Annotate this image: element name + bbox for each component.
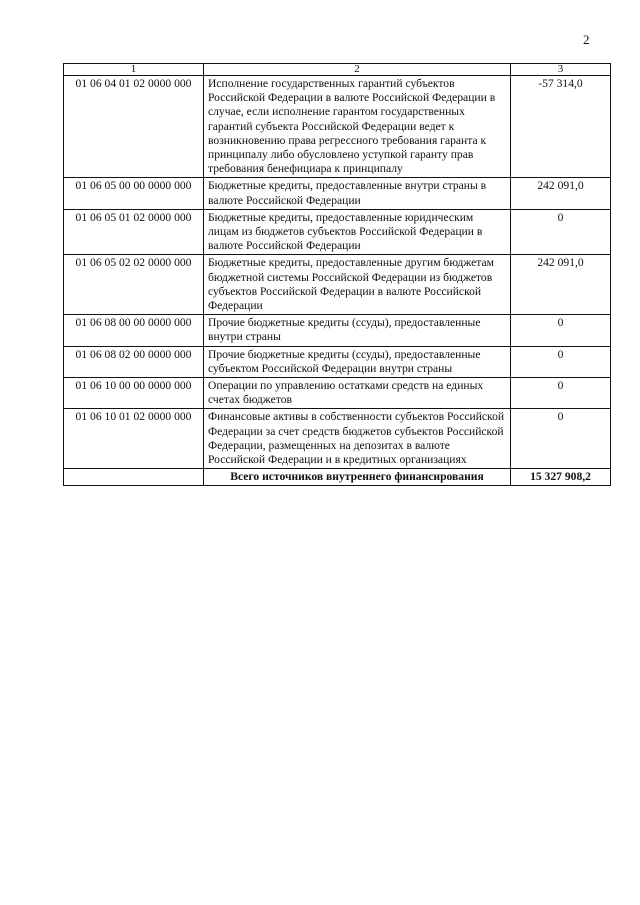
- table-row: [64, 255, 611, 315]
- total-code: [64, 469, 204, 486]
- row-name: Операции по управлению остатками средств на единых счетах бюджетов: [204, 378, 511, 409]
- row-amount: 0: [511, 378, 611, 409]
- row-name: Бюджетные кредиты, предоставленные юридическим лицам из бюджетов субъектов Российской Федерации в валюте Российской Федерации: [204, 209, 511, 255]
- row-amount: 242 091,0: [511, 255, 611, 315]
- row-code: 01 06 10 01 02 0000 000: [64, 409, 204, 469]
- table-row: [64, 209, 611, 255]
- table-row: [64, 76, 611, 178]
- table-row: [64, 409, 611, 469]
- row-amount: -57 314,0: [511, 76, 611, 178]
- column-header-name: 2: [204, 64, 511, 76]
- table-row: [64, 315, 611, 346]
- row-amount: 242 091,0: [511, 178, 611, 209]
- row-code: 01 06 05 01 02 0000 000: [64, 209, 204, 255]
- row-amount: 0: [511, 346, 611, 377]
- table-row: [64, 178, 611, 209]
- row-code: 01 06 05 00 00 0000 000: [64, 178, 204, 209]
- row-code: 01 06 10 00 00 0000 000: [64, 378, 204, 409]
- table-row: [64, 346, 611, 377]
- table-header-row: [64, 64, 611, 76]
- total-row: [64, 469, 611, 486]
- page-number: 2: [583, 32, 590, 47]
- row-name: Исполнение государственных гарантий субъектов Российской Федерации в валюте Российской Федерации в случае, если исполнение гарантом государственных гарантий субъекта Российской Федерации ведет к возникновению права регрессного требования гаранта к принципалу либо обусловлено уступкой гаранту прав требования бенефициара к принципалу: [204, 76, 511, 178]
- row-name: Прочие бюджетные кредиты (ссуды), предоставленные внутри страны: [204, 315, 511, 346]
- row-amount: 0: [511, 209, 611, 255]
- column-header-code: 1: [64, 64, 204, 76]
- row-code: 01 06 08 00 00 0000 000: [64, 315, 204, 346]
- row-amount: 0: [511, 315, 611, 346]
- row-code: 01 06 04 01 02 0000 000: [64, 76, 204, 178]
- row-code: 01 06 08 02 00 0000 000: [64, 346, 204, 377]
- row-name: Финансовые активы в собственности субъектов Российской Федерации за счет средств бюджетов субъектов Российской Федерации, размещенных на депозитах в валюте Российской Федерации и в кредитных организациях: [204, 409, 511, 469]
- row-code: 01 06 05 02 02 0000 000: [64, 255, 204, 315]
- row-name: Бюджетные кредиты, предоставленные внутри страны в валюте Российской Федерации: [204, 178, 511, 209]
- budget-financing-table: [63, 63, 611, 486]
- column-header-amount: 3: [511, 64, 611, 76]
- row-name: Прочие бюджетные кредиты (ссуды), предоставленные субъектом Российской Федерации внутри страны: [204, 346, 511, 377]
- total-amount: 15 327 908,2: [511, 469, 611, 486]
- row-amount: 0: [511, 409, 611, 469]
- table-row: [64, 378, 611, 409]
- row-name: Бюджетные кредиты, предоставленные другим бюджетам бюджетной системы Российской Федерации из бюджетов субъектов Российской Федерации в валюте Российской Федерации: [204, 255, 511, 315]
- total-label: Всего источников внутреннего финансирования: [204, 469, 511, 486]
